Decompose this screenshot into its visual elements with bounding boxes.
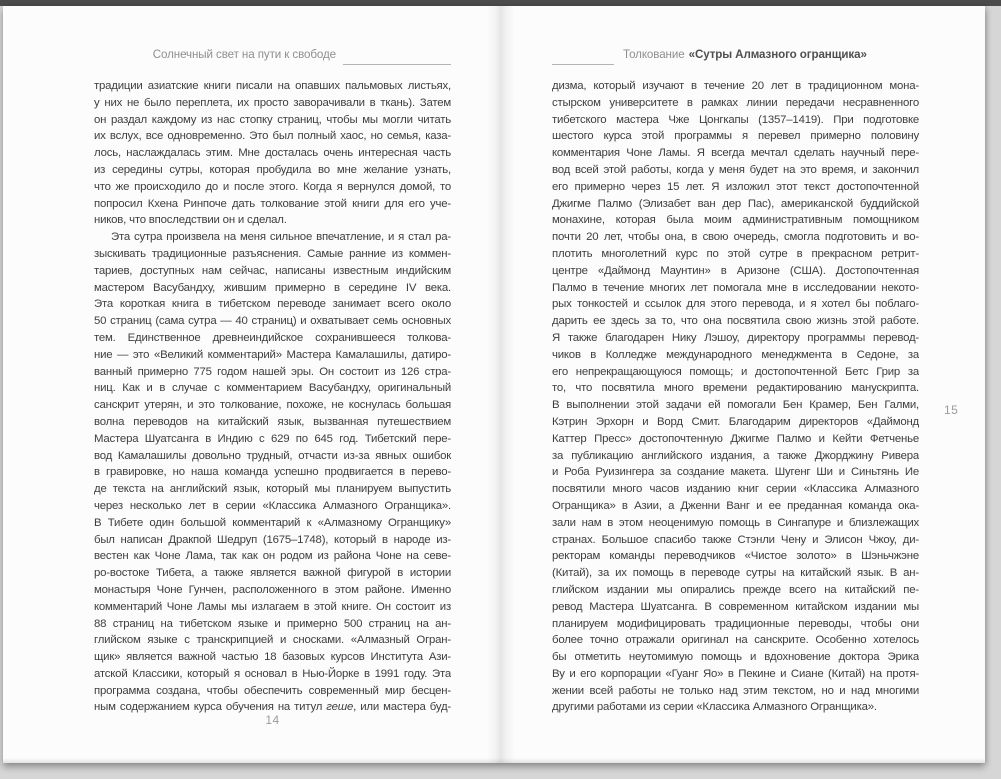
- paragraph: [94, 78, 451, 229]
- text-line: его непрекращающуюся помощь; и достопочтенной Бетс Грир за: [552, 365, 919, 378]
- left-page-number: 14: [265, 713, 280, 727]
- text-line: жении всей работы не только над этим текстом, но и над многими: [552, 684, 919, 697]
- book-spine-shadow: [487, 6, 515, 763]
- text-line: рых тонкостей и ссылок для этого перевода, и я хотел бы поблаго-: [552, 298, 919, 311]
- text-line: ванный примерно 775 годом нашей эры. Он состоит из 126 стра-: [94, 365, 451, 378]
- text-line: то, что посвятила много времени редактированию манускрипта.: [552, 382, 919, 395]
- text-line: глийском издании мы опирались прежде всего на китайский пе-: [552, 583, 919, 596]
- text-line: Ву и его корпорации «Гуанг Яо» в Пекине и Сиане (Китай) на протя-: [552, 667, 919, 680]
- text-line: чиков в Колледже международного менеджмента в Седоне, за: [552, 348, 919, 361]
- text-line: комментарий Чоне Ламы мы излагаем в этой книге. Он состоит из: [94, 600, 451, 613]
- text-line: центре «Даймонд Маунтин» в Аризоне (США). Достопочтенная: [552, 264, 919, 277]
- text-line: у них не было переплета, их просто заворачивали в ткань). Затем: [94, 96, 451, 109]
- text-line: их вслух, все одновременно. Это был полный хаос, но семья, каза-: [94, 130, 451, 143]
- text-line: В выполнении этой задачи ей помогали Бен Крамер, Бен Галми,: [552, 399, 919, 412]
- text-line: Каттер Пресс» достопочтенную Джигме Палмо и Кейти Фетченье: [552, 432, 919, 445]
- text-line: в гравировке, но наша команда успешно продвигается в перево-: [94, 466, 451, 479]
- text-line: планируем модифицировать традиционные переводы, чтобы они: [552, 617, 919, 630]
- text-line: ниц. Как и в случае с комментарием Васубандху, оригинальный: [94, 382, 451, 395]
- text-line: монастыря Чоне Гунчен, расположенного в этом районе. Именно: [94, 583, 451, 596]
- text-line: почти 20 лет, чтобы она, в свою очередь, смогла подготовить и во-: [552, 231, 919, 244]
- left-page: [94, 48, 451, 716]
- text-line: зали нам в этом неоценимую помощь в Сингапуре и близлежащих: [552, 516, 919, 529]
- text-line: был написан Дракпой Шедруп (1675–1748), который в народе из-: [94, 533, 451, 546]
- text-line: через несколько лет в серии «Классика Алмазного Огранщика».: [94, 499, 451, 512]
- open-book-spread: [3, 6, 985, 763]
- running-head-rule: [343, 64, 451, 65]
- text-line: его примерно через 15 лет. Я изложил этот текст достопочтенной: [552, 180, 919, 193]
- text-line: Огранщика» в Азии, а Дженни Ванг и ее преданная команда ока-: [552, 499, 919, 512]
- text-line: он раздал каждому из нас стопку страниц, чтобы мы могли читать: [94, 113, 451, 126]
- text-line: В Тибете один большой комментарий к «Алмазному Огранщику»: [94, 516, 451, 529]
- text-line: щик» является важной частью 18 базовых курсов Института Ази-: [94, 651, 451, 664]
- text-line: ро-востоке Тибета, а также является важной фигурой в истории: [94, 567, 451, 580]
- paragraph: [552, 78, 919, 716]
- text-line: что же происходило до и после этого. Когда я вернулся домой, то: [94, 180, 451, 193]
- text-line: мастером Васубандху, жившим примерно в середине IV века.: [94, 281, 451, 294]
- text-line: монахине, которая была моим административным помощником: [552, 214, 919, 227]
- text-line: зыскивать традиционные разъяснения. Самые ранние из коммен-: [94, 247, 451, 260]
- text-line: дарить ее здесь за то, что она посвятила свою жизнь этой работе.: [552, 315, 919, 328]
- text-line: и Роба Руизингера за создание макета. Шугенг Ши и Синьтянь Ие: [552, 466, 919, 479]
- text-line: де текста на английский язык, который мы планируем выпустить: [94, 483, 451, 496]
- text-line: волна переводов на китайский язык, вызванная путешествием: [94, 415, 451, 428]
- text-line: тариев, доступных нам сейчас, написаны известным индийским: [94, 264, 451, 277]
- text-line: Джигме Палмо (Элизабет ван дер Пас), американской буддийской: [552, 197, 919, 210]
- text-line: попросил Кхена Ринпоче дать толкование этой книги для его уче-: [94, 197, 451, 210]
- left-running-head: [94, 48, 451, 68]
- right-running-head-label: Толкование: [623, 48, 685, 61]
- text-line: ректорам команды переводчиков «Чистое золото» в Шэньчжэне: [552, 550, 919, 563]
- text-line: Мастера Шуатсанга в Индию с 629 по 645 год. Тибетский пере-: [94, 432, 451, 445]
- book-bottom-shadow: [3, 758, 985, 763]
- text-line: ревод Мастера Шуатсанга. В современном китайском издании мы: [552, 600, 919, 613]
- left-running-head-text: Солнечный свет на пути к свободе: [152, 48, 336, 61]
- text-line: Палмо в течение многих лет помогала мне в исследовании некото-: [552, 281, 919, 294]
- text-line: Я также благодарен Нику Лэшоу, директору программы перевод-: [552, 331, 919, 344]
- text-line: ников, что впоследствии он и сделал.: [94, 214, 287, 227]
- text-line: бы отметить неутомимую помощь и вдохновение доктора Эрика: [552, 651, 919, 664]
- text-line: странах. Большое спасибо также Стэнли Чену и Элисон Чжоу, ди-: [552, 533, 919, 546]
- text-line: вестен как Чоне Лама, так как он родом из района Чоне на севе-: [94, 550, 451, 563]
- text-line: вод всей этой работы, когда у меня будет на это время, и закончил: [552, 163, 919, 176]
- text-line: тем. Единственное древнеиндийское сохранившееся толкова-: [94, 331, 451, 344]
- text-line: санскрит утерян, и это толкование, похоже, не коснулась большая: [94, 399, 451, 412]
- text-line: за публикацию английского издания, а также Джорджину Ривера: [552, 449, 919, 462]
- text-line: 50 страниц (сама сутра — 40 страниц) и охватывает семь основных: [94, 315, 451, 328]
- right-page-number: 15: [944, 403, 959, 417]
- running-head-rule: [552, 64, 614, 65]
- text-line: ным содержанием курса обучения на титул геше, или мастера буд-: [94, 701, 451, 714]
- text-line: лось, наслаждалась этим. Мне досталась очень интересная часть: [94, 147, 451, 160]
- text-line: посвятили много часов изданию книг серии «Классика Алмазного: [552, 483, 919, 496]
- text-line: программа создана, чтобы обеспечить современный мир бесцен-: [94, 684, 451, 697]
- text-line: глийском языке с транскрипцией и сносками. «Алмазный Огран-: [94, 634, 451, 647]
- paragraph: [94, 229, 451, 716]
- text-line: плотить многолетний курс по этой сутре в прекрасном ретрит-: [552, 247, 919, 260]
- text-line: более точно отражали оригинал на санскрите. Особенно хотелось: [552, 634, 919, 647]
- text-line: Эта сутра произвела на меня сильное впечатление, и я стал ра-: [111, 231, 451, 244]
- text-line: дизма, который изучают в течение 20 лет в традиционном мона-: [552, 80, 919, 92]
- text-line: Эта короткая книга в тибетском переводе занимает всего около: [94, 298, 451, 311]
- right-running-head-title: «Сутры Алмазного огранщика»: [688, 48, 867, 61]
- text-line: другими работами из серии «Классика Алмазного Огранщика».: [552, 701, 877, 714]
- text-line: стырском университете в рамках линии передачи несравненного: [552, 96, 919, 109]
- right-running-head: [552, 48, 919, 68]
- text-line: Кэтрин Эрхорн и Ворд Смит. Благодарим директоров «Даймонд: [552, 415, 919, 428]
- text-line: ние — это «Великий комментарий» Мастера Камалашилы, датиро-: [94, 348, 451, 361]
- text-line: традиции азиатские книги писали на опавших пальмовых листьях,: [94, 80, 451, 92]
- text-line: из середины сутры, которая пробудила во мне желание узнать,: [94, 163, 451, 176]
- text-line: (Китай), за их помощь в переводе сутры на китайский язык. В ан-: [552, 567, 919, 580]
- text-line: комментария Чоне Ламы. Я всегда мечтал сделать научный пере-: [552, 147, 919, 160]
- text-line: вод Камалашилы довольно трудный, отчасти из-за явных ошибок: [94, 449, 451, 462]
- right-page: [552, 48, 919, 716]
- text-line: атской Классики, который я основал в Нью-Йорке в 1991 году. Эта: [94, 667, 451, 680]
- text-line: тибетского мастера Чже Цонгкапы (1357–1419). При подготовке: [552, 113, 919, 126]
- left-page-text: [94, 78, 451, 716]
- text-line: 88 страниц на тибетском языке и примерно 500 страниц на ан-: [94, 617, 451, 630]
- text-line: шестого курса этой программы я перевел примерно половину: [552, 130, 919, 143]
- right-page-text: [552, 78, 919, 716]
